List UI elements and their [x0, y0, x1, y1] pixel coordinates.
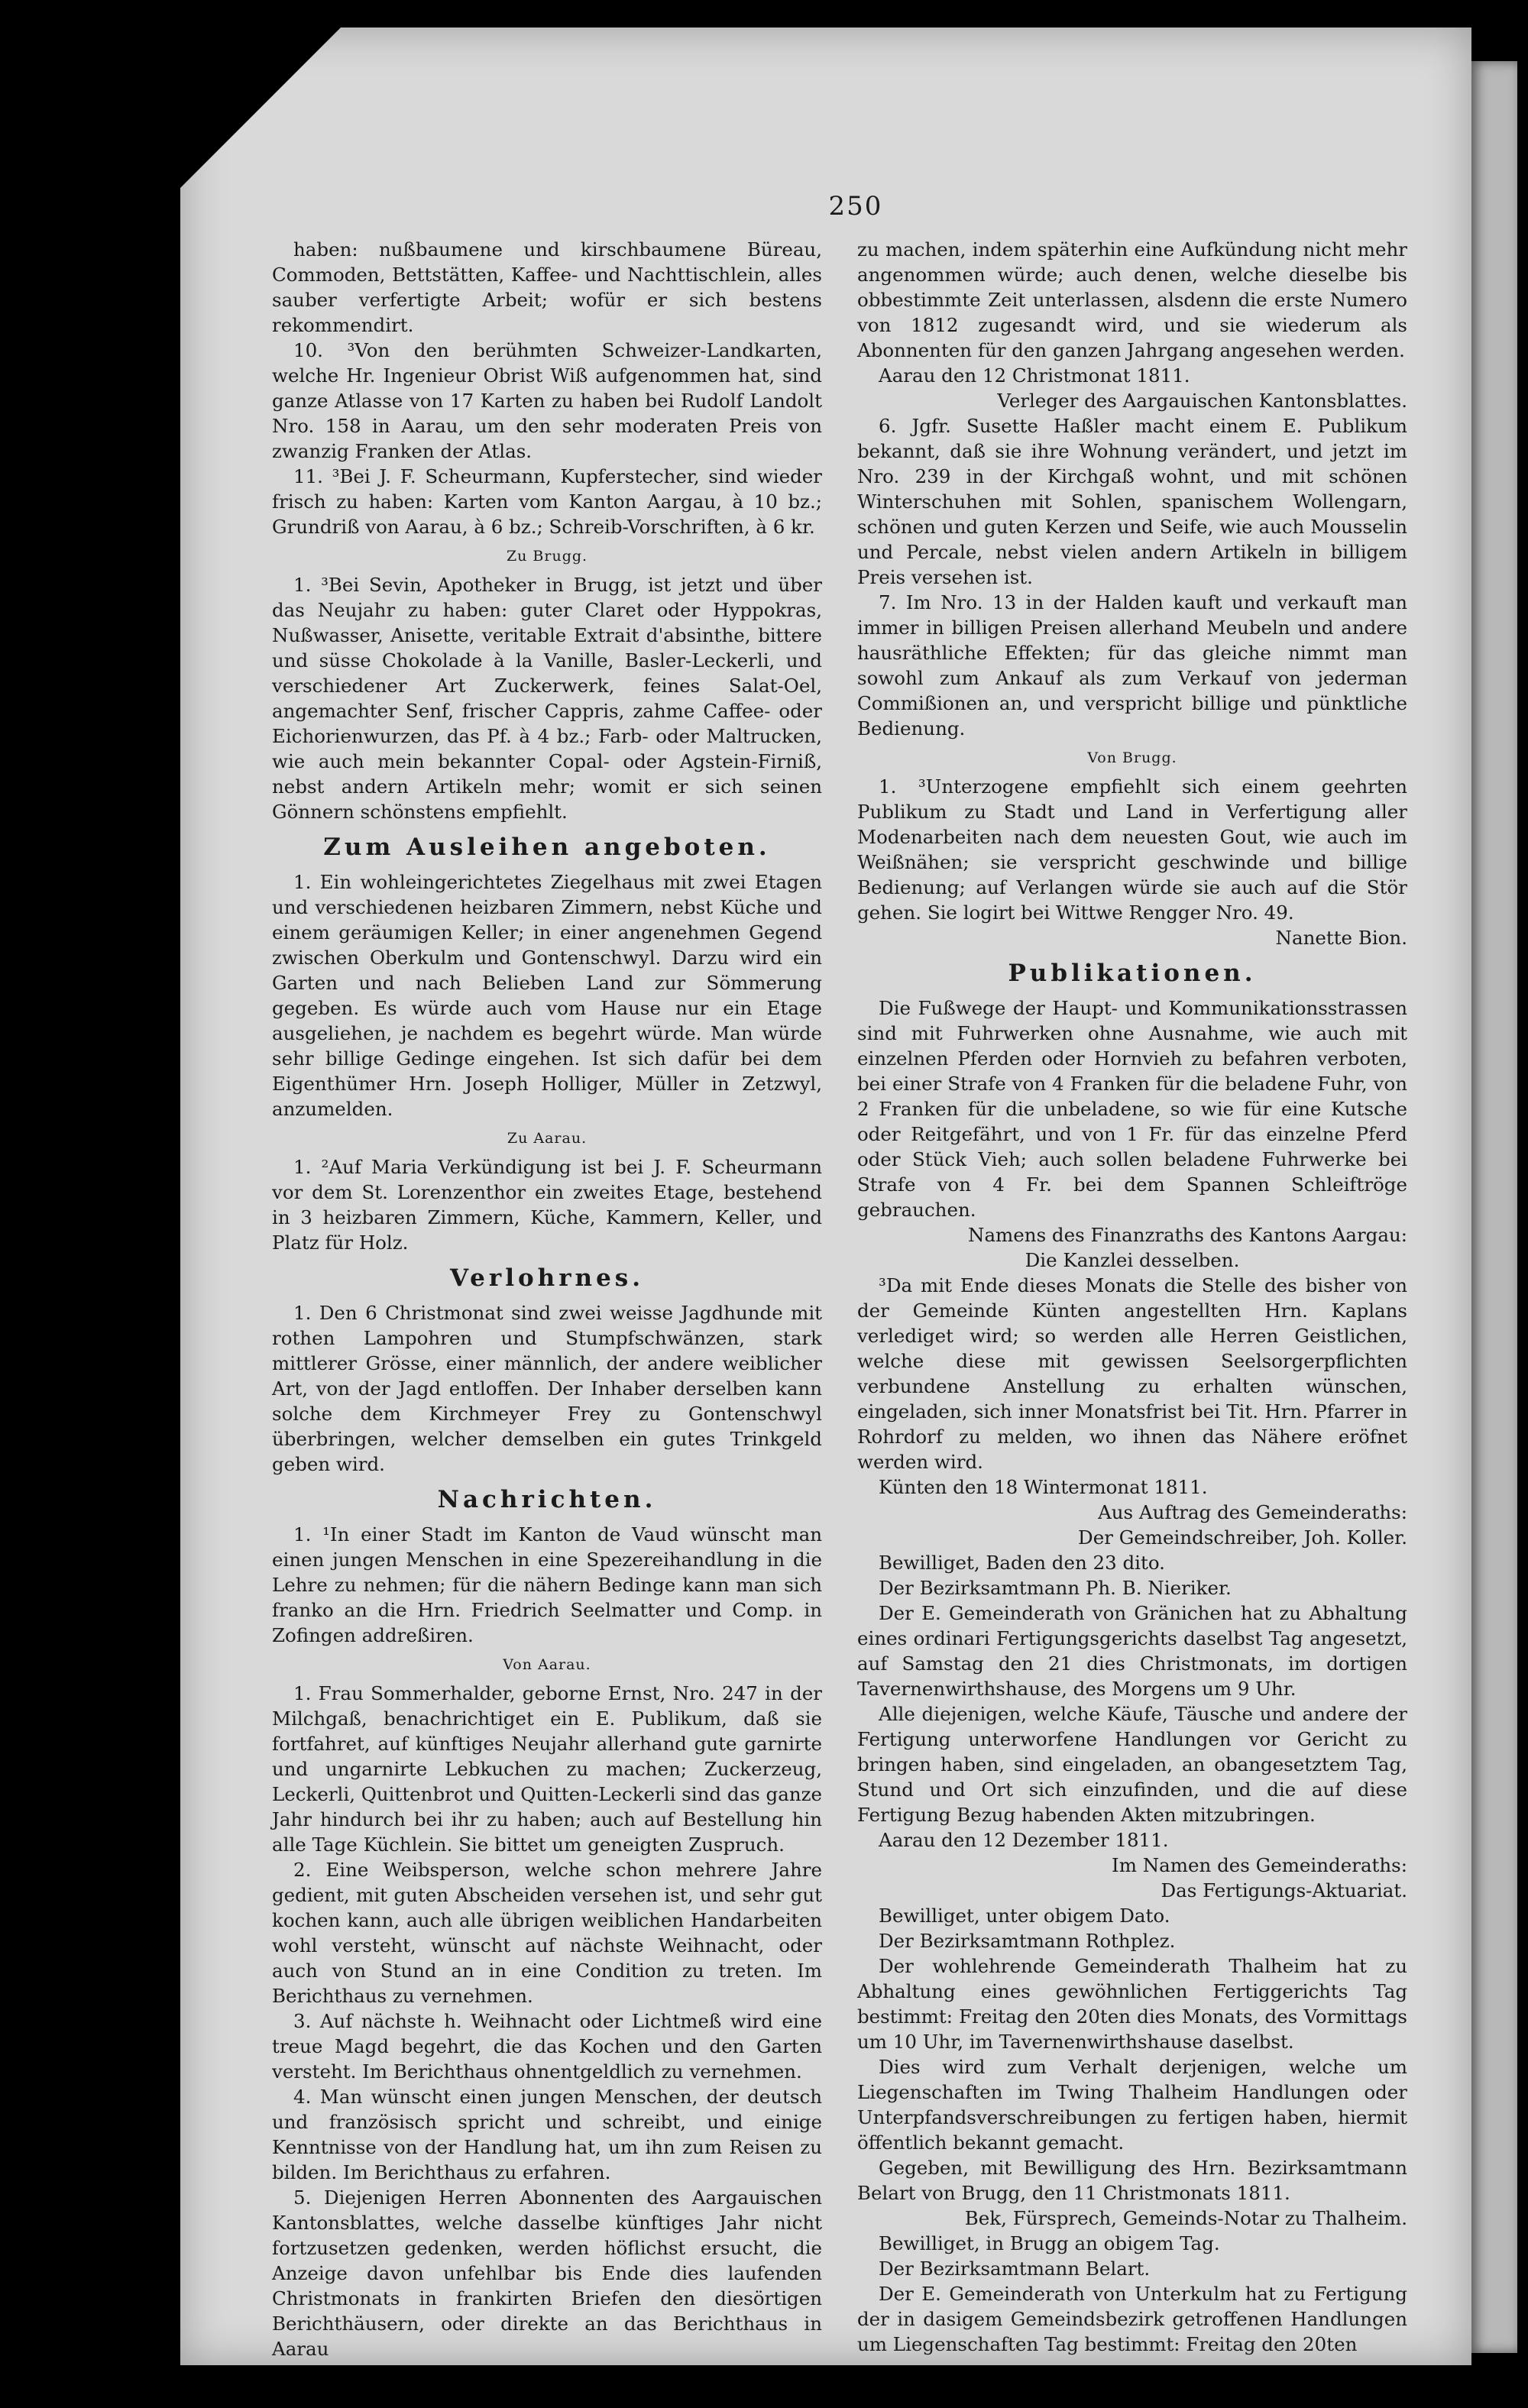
signature-line: Bek, Fürsprech, Gemeinds-Notar zu Thalheim.	[964, 2207, 1407, 2229]
centered-line: Die Kanzlei desselben.	[1025, 1249, 1240, 1271]
notice-paragraph: 1. Den 6 Christmonat sind zwei weisse Jagdhunde mit rothen Lampohren und Stumpfschwänzen, stark mittlerer Grösse, einer männlich, der andere weiblicher Art, von der Jagd entloffen. Der Inhaber derselben kann solche dem Kirchmeyer Frey zu Gontenschwyl überbringen, welcher demselben ein gutes Trinkgeld geben wird.	[272, 1302, 822, 1475]
notice-paragraph: 1. ³Unterzogene empfiehlt sich einem geehrten Publikum zu Stadt und Land in Verfertigung aller Modenarbeiten nach dem neuesten Gout, wie auch im Weißnähen; sie verspricht geschwinde und billige Bedienung; auf Verlangen würde sie auch auf die Stör gehen. Sie logirt bei Wittwe Rengger Nro. 49.	[857, 775, 1407, 924]
notice-paragraph: Künten den 18 Wintermonat 1811.	[879, 1476, 1208, 1498]
notice-paragraph: 11. ³Bei J. F. Scheurmann, Kupferstecher, sind wieder frisch zu haben: Karten vom Kanton Aargau, à 10 bz.; Grundriß von Aarau, à 6 bz.; Schreib-Vorschriften, à 6 kr.	[272, 465, 822, 538]
notice-paragraph: Der E. Gemeinderath von Unterkulm hat zu Fertigung der in dasigem Gemeindsbezirk getroffenen Handlungen um Liegenschaften Tag bestimmt: Freitag den 20ten	[857, 2283, 1407, 2355]
notice-paragraph: Bewilliget, in Brugg an obigem Tag.	[879, 2232, 1220, 2254]
notice-paragraph: 1. ²Auf Maria Verkündigung ist bei J. F. Scheurmann vor dem St. Lorenzenthor ein zweites Etage, bestehend in 3 heizbaren Zimmern, Küche, Kammern, Keller, und Platz für Holz.	[272, 1156, 822, 1254]
notice-paragraph: Bewilliget, unter obigem Dato.	[879, 1905, 1170, 1927]
notice-paragraph: 1. ¹In einer Stadt im Kanton de Vaud wünscht man einen jungen Menschen in eine Spezereihandlung in die Lehre zu nehmen; für die nähern Bedinge kann man sich franko an die Hrn. Friedrich Seelmatter und Comp. in Zofingen addreßiren.	[272, 1523, 822, 1646]
notice-paragraph: Der wohlehrende Gemeinderath Thalheim hat zu Abhaltung eines gewöhnlichen Fertiggerichts Tag bestimmt: Freitag den 20ten dies Monats, des Vormittags um 10 Uhr, im Tavernenwirthshause daselbst.	[857, 1955, 1407, 2053]
page-number: 250	[828, 191, 883, 222]
place-heading: Von Aarau.	[503, 1656, 591, 1673]
notice-paragraph: 4. Man wünscht einen jungen Menschen, der deutsch und französisch spricht und schreibt, und einige Kenntnisse von der Handlung hat, um ihn zum Reisen zu bilden. Im Berichthaus zu erfahren.	[272, 2086, 822, 2183]
notice-paragraph: Der Bezirksamtmann Rothplez.	[879, 1930, 1176, 1952]
notice-paragraph: Der Bezirksamtmann Ph. B. Nieriker.	[879, 1577, 1232, 1599]
section-heading: Verlohrnes.	[449, 1264, 645, 1292]
notice-paragraph: Alle diejenigen, welche Käufe, Täusche und andere der Fertigung unterworfene Handlungen vor Gericht zu bringen haben, sind eingeladen, an obangesetztem Tag, Stund und Ort sich einzufinden, und die auf diese Fertigung Bezug habenden Akten mitzubringen.	[857, 1703, 1407, 1826]
section-heading: Zum Ausleihen angeboten.	[323, 833, 771, 861]
adjacent-page-edge	[1471, 61, 1517, 2353]
notice-paragraph: 10. ³Von den berühmten Schweizer-Landkarten, welche Hr. Ingenieur Obrist Wiß aufgenommen hat, sind ganze Atlasse von 17 Karten zu haben bei Rudolf Landolt Nro. 158 in Aarau, um den sehr moderaten Preis von zwanzig Franken der Atlas.	[272, 339, 822, 462]
notice-paragraph: 5. Diejenigen Herren Abonnenten des Aargauischen Kantonsblattes, welche dasselbe künftiges Jahr nicht fortzusetzen gedenken, werden höflichst ersucht, die Anzeige davon unfehlbar bis Ende dies laufenden Christmonats in frankirten Briefen den diesörtigen Berichthäusern, oder direkte an das Berichthaus in Aarau	[272, 2186, 822, 2360]
section-heading: Nachrichten.	[437, 1486, 657, 1513]
notice-paragraph: 2. Eine Weibsperson, welche schon mehrere Jahre gedient, mit guten Abscheiden versehen ist, und sehr gut kochen kann, auch alle übrigen weiblichen Handarbeiten wohl versteht, wünscht auf nächste Weihnacht, oder auch von Stund an in eine Condition zu treten. Im Berichthaus zu vernehmen.	[272, 1859, 822, 2007]
signature-line: Aus Auftrag des Gemeinderaths:	[1098, 1501, 1407, 1523]
notice-paragraph: Die Fußwege der Haupt- und Kommunikationsstrassen sind mit Fuhrwerken ohne Ausnahme, wie auch mit einzelnen Pferden oder Hornvieh zu befahren verboten, bei einer Strafe von 4 Franken für die beladene Fuhr, von 2 Franken für die unbeladene, so wie für eine Kutsche oder Reitgefährt, und von 1 Fr. für das einzelne Pferd oder Stück Vieh; auch sollen beladene Fuhrwerke bei Strafe von 4 Fr. bei dem Spannen Schleiftröge gebrauchen.	[857, 997, 1407, 1221]
notice-paragraph: Bewilliget, Baden den 23 dito.	[879, 1552, 1165, 1574]
notice-paragraph: Aarau den 12 Christmonat 1811.	[879, 364, 1190, 387]
folded-corner	[180, 28, 341, 188]
signature-line: Nanette Bion.	[1275, 927, 1407, 949]
signature-line: Namens des Finanzraths des Kantons Aargau:	[968, 1224, 1407, 1246]
signature-line: Das Fertigungs-Aktuariat.	[1161, 1879, 1407, 1901]
notice-paragraph: 1. ³Bei Sevin, Apotheker in Brugg, ist jetzt und über das Neujahr zu haben: guter Claret oder Hyppokras, Nußwasser, Anisette, veritable Extrait d'absinthe, bittere und süsse Chokolade à la Vanille, Basler-Leckerli, und verschiedener Art Zuckerwerk, feines Salat-Oel, angemachter Senf, frischer Cappris, zahme Caffee- oder Eichorienwurzen, das Pf. à 4 bz.; Farb- oder Maltrucken, wie auch mein bekannter Copal- oder Agstein-Firniß, nebst andern Artikeln mehr; womit er sich seinen Gönnern schönstens empfiehlt.	[272, 574, 822, 823]
notice-paragraph: 6. Jgfr. Susette Haßler macht einem E. Publikum bekannt, daß sie ihre Wohnung verändert, und jetzt im Nro. 239 in der Kirchgaß wohnt, und mit schönen Winterschuhen mit Sohlen, spanischem Wollengarn, schönen und guten Kerzen und Seife, wie auch Mousselin und Percale, nebst vielen andern Artikeln in billigem Preis versehen ist.	[857, 415, 1407, 588]
left-column	[272, 237, 823, 2360]
notice-paragraph: haben: nußbaumene und kirschbaumene Büreau, Commoden, Bettstätten, Kaffee- und Nachttischlein, alles sauber verfertigte Arbeit; wofür er sich bestens rekommendirt.	[272, 238, 822, 336]
notice-paragraph: Gegeben, mit Bewilligung des Hrn. Bezirksamtmann Belart von Brugg, den 11 Christmonats 1811.	[857, 2157, 1407, 2204]
place-heading: Zu Brugg.	[506, 548, 588, 565]
notice-paragraph: ³Da mit Ende dieses Monats die Stelle des bisher von der Gemeinde Künten angestellten Hrn. Kaplans verlediget wird; so werden alle Herren Geistlichen, welche diese mit gewissen Seelsorgerpflichten verbundene Anstellung zu erhalten wünschen, eingeladen, sich inner Monatsfrist bei Tit. Hrn. Pfarrer in Rohrdorf zu melden, wo ihnen das Nähere eröfnet werden wird.	[857, 1274, 1407, 1473]
notice-paragraph: 3. Auf nächste h. Weihnacht oder Lichtmeß wird eine treue Magd begehrt, die das Kochen und den Garten versteht. Im Berichthaus ohnentgeldlich zu vernehmen.	[272, 2010, 822, 2083]
notice-paragraph: 7. Im Nro. 13 in der Halden kauft und verkauft man immer in billigen Preisen allerhand Meubeln und andere hausräthliche Effekten; für das gleiche nimmt man sowohl zum Ankauf als zum Verkauf von jederman Commißionen an, und verspricht billige und pünktliche Bedienung.	[857, 591, 1407, 740]
signature-line: Im Namen des Gemeinderaths:	[1112, 1854, 1407, 1876]
right-column	[857, 237, 1407, 2355]
notice-paragraph: 1. Ein wohleingerichtetes Ziegelhaus mit zwei Etagen und verschiedenen heizbaren Zimmern, nebst Küche und einem geräumigen Keller; in einer angenehmen Gegend zwischen Oberkulm und Gontenschwyl. Darzu wird ein Garten und nach Belieben Land zur Sömmerung gegeben. Es würde auch vom Hause nur ein Etage ausgeliehen, je nachdem es begehrt würde. Man würde sehr billige Gedinge eingehen. Ist sich dafür bei dem Eigenthümer Hrn. Joseph Holliger, Müller in Zetzwyl, anzumelden.	[272, 871, 822, 1120]
signature-line: Der Gemeindschreiber, Joh. Koller.	[1078, 1526, 1407, 1549]
notice-paragraph: 1. Frau Sommerhalder, geborne Ernst, Nro. 247 in der Milchgaß, benachrichtiget ein E. Publikum, daß sie fortfahret, auf künftiges Neujahr allerhand gute garnirte und ungarnirte Lebkuchen zu machen; Zuckerzeug, Leckerli, Quittenbrot und Quitten-Leckerli sind das ganze Jahr hindurch bei ihr zu haben; auch auf Bestellung hin alle Tage Küchlein. Sie bittet um geneigten Zuspruch.	[272, 1682, 823, 1856]
notice-paragraph: Der Bezirksamtmann Belart.	[879, 2258, 1151, 2280]
signature-line: Verleger des Aargauischen Kantonsblattes.	[997, 390, 1407, 412]
notice-paragraph: Dies wird zum Verhalt derjenigen, welche um Liegenschaften im Twing Thalheim Handlungen oder Unterpfandsverschreibungen zu fertigen haben, hiermit öffentlich bekannt gemacht.	[857, 2056, 1407, 2154]
section-heading: Publikationen.	[1008, 960, 1257, 987]
notice-paragraph: Aarau den 12 Dezember 1811.	[879, 1829, 1169, 1851]
notice-paragraph: Der E. Gemeinderath von Gränichen hat zu Abhaltung eines ordinari Fertigungsgerichts daselbst Tag angesetzt, auf Samstag den 21 dies Christmonats, im dortigen Tavernenwirthshause, des Morgens um 9 Uhr.	[857, 1602, 1407, 1700]
continued-paragraph: zu machen, indem späterhin eine Aufkündung nicht mehr angenommen würde; auch denen, welche dieselbe bis obbestimmte Zeit unterlassen, alsdenn die erste Numero von 1812 zugesandt wird, und sie wiederum als Abonnenten für den ganzen Jahrgang angesehen werden.	[857, 238, 1407, 361]
place-heading: Von Brugg.	[1087, 749, 1177, 766]
place-heading: Zu Aarau.	[507, 1130, 588, 1147]
